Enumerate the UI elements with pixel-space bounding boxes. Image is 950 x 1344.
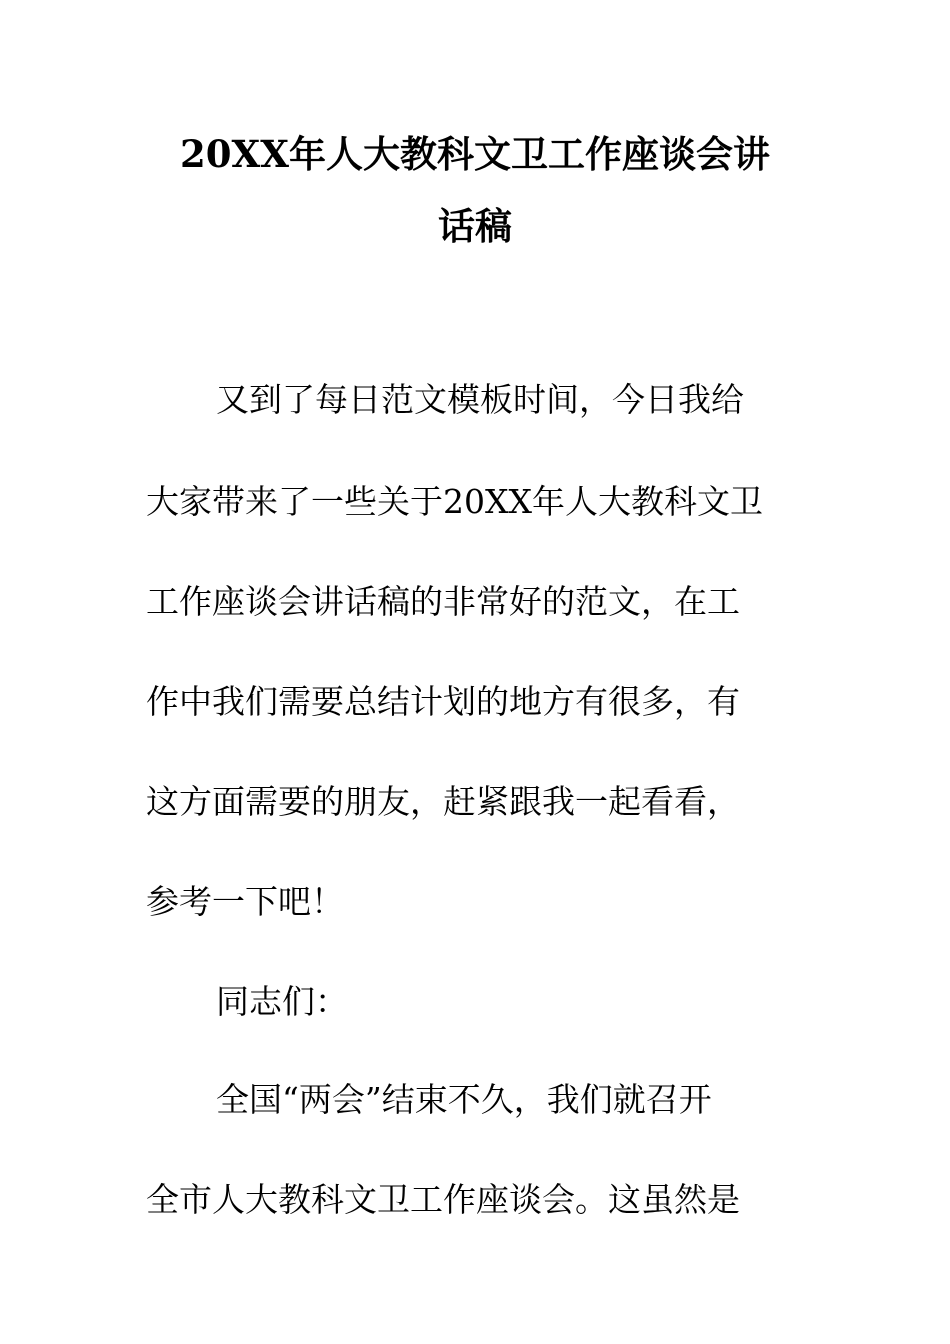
body-line-8: 全国“两会”结束不久，我们就召开: [216, 1080, 712, 1119]
document-title-line-2: 话稿: [438, 204, 512, 248]
body-line-4: 作中我们需要总结计划的地方有很多，有: [146, 682, 740, 721]
document-title-line-1: 20XX年人大教科文卫工作座谈会讲: [180, 132, 770, 176]
body-line-5: 这方面需要的朋友，赶紧跟我一起看看，: [146, 782, 740, 821]
body-line-9: 全市人大教科文卫工作座谈会。这虽然是: [146, 1180, 740, 1219]
body-line-2: 大家带来了一些关于20XX年人大教科文卫: [146, 482, 763, 521]
body-line-1: 又到了每日范文模板时间，今日我给: [216, 380, 744, 419]
body-line-6: 参考一下吧！: [146, 882, 344, 921]
body-line-3: 工作座谈会讲话稿的非常好的范文，在工: [146, 582, 740, 621]
body-line-7: 同志们：: [216, 982, 348, 1021]
